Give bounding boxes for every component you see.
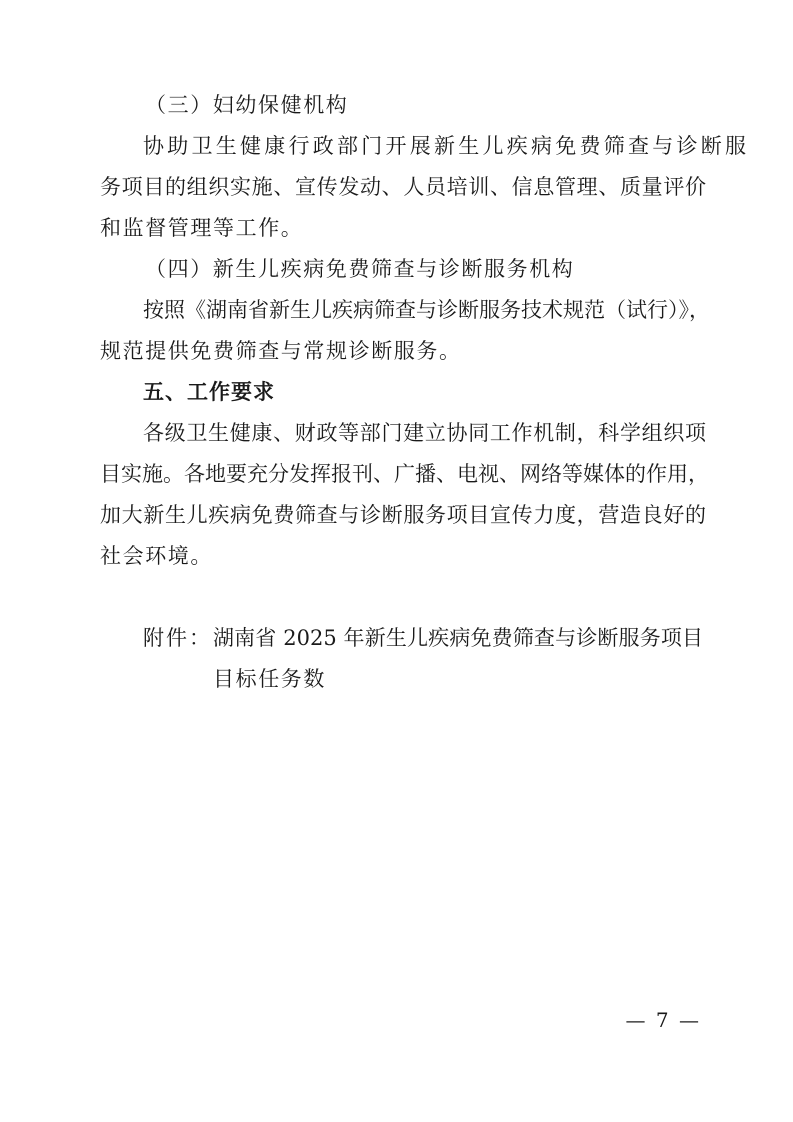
section-heading-5: 五、工作要求 xyxy=(143,380,275,404)
paragraph-line: 按照《湖南省新生儿疾病筛查与诊断服务技术规范（试行）》， xyxy=(143,298,710,322)
paragraph-line: 社会环境。 xyxy=(100,544,213,568)
paragraph-line: 和监督管理等工作。 xyxy=(100,216,304,240)
section-heading-4: （四）新生儿疾病免费筛查与诊断服务机构 xyxy=(145,257,575,281)
attachment-title-line: 目标任务数 xyxy=(213,667,326,691)
paragraph-line: 加大新生儿疾病免费筛查与诊断服务项目宣传力度，营造良好的 xyxy=(100,503,706,527)
page-number: — 7 — xyxy=(625,1008,701,1032)
attachment-label: 附件： xyxy=(143,626,212,650)
paragraph-line: 协助卫生健康行政部门开展新生儿疾病免费筛查与诊断服 xyxy=(143,134,746,158)
paragraph-line: 各级卫生健康、财政等部门建立协同工作机制，科学组织项 xyxy=(143,421,706,445)
section-heading-3: （三）妇幼保健机构 xyxy=(145,93,349,117)
paragraph-line: 务项目的组织实施、宣传发动、人员培训、信息管理、质量评价 xyxy=(100,175,706,199)
paragraph-line: 目实施。各地要充分发挥报刊、广播、电视、网络等媒体的作用， xyxy=(100,462,709,486)
paragraph-line: 规范提供免费筛查与常规诊断服务。 xyxy=(100,339,462,363)
attachment-title-line: 湖南省 2025 年新生儿疾病免费筛查与诊断服务项目 xyxy=(213,626,703,650)
